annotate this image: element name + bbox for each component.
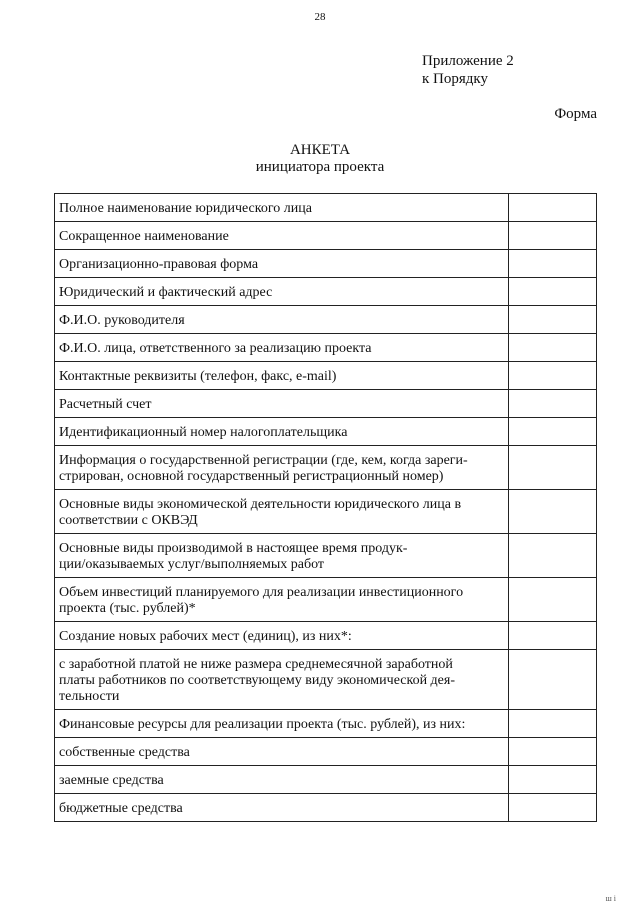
row-label: Информация о государственной регистрации (где, кем, когда зареги- стрирован, основной государственный регистрационный номер)	[55, 446, 509, 490]
table-row	[55, 490, 597, 534]
row-value-field[interactable]	[508, 250, 596, 278]
row-value-field[interactable]	[508, 490, 596, 534]
table-row	[55, 278, 597, 306]
row-value-field[interactable]	[508, 194, 596, 222]
row-label: с заработной платой не ниже размера среднемесячной заработной платы работников по соответствующему виду экономической дея- тельности	[55, 650, 509, 710]
row-value-field[interactable]	[508, 710, 596, 738]
row-label: Контактные реквизиты (телефон, факс, e-mail)	[55, 362, 509, 390]
row-label: заемные средства	[55, 766, 509, 794]
row-value-field[interactable]	[508, 578, 596, 622]
row-label: Идентификационный номер налогоплательщика	[55, 418, 509, 446]
table-row	[55, 194, 597, 222]
table-row	[55, 578, 597, 622]
row-label: бюджетные средства	[55, 794, 509, 822]
row-label: Объем инвестиций планируемого для реализации инвестиционного проекта (тыс. рублей)*	[55, 578, 509, 622]
row-value-field[interactable]	[508, 362, 596, 390]
table-row	[55, 622, 597, 650]
title-main: АНКЕТА	[289, 142, 351, 158]
row-value-field[interactable]	[508, 738, 596, 766]
table-row	[55, 250, 597, 278]
row-label: Основные виды производимой в настоящее время продук- ции/оказываемых услуг/выполняемых работ	[55, 534, 509, 578]
row-value-field[interactable]	[508, 622, 596, 650]
row-label: Сокращенное наименование	[55, 222, 509, 250]
appendix-reference	[422, 52, 514, 88]
row-value-field[interactable]	[508, 650, 596, 710]
table-row	[55, 390, 597, 418]
title-sub: инициатора проекта	[255, 159, 385, 175]
row-value-field[interactable]	[508, 534, 596, 578]
row-value-field[interactable]	[508, 278, 596, 306]
table-row	[55, 418, 597, 446]
table-row	[55, 222, 597, 250]
row-label: собственные средства	[55, 738, 509, 766]
document-title	[0, 142, 640, 176]
table-row	[55, 334, 597, 362]
table-row	[55, 306, 597, 334]
row-label: Ф.И.О. лица, ответственного за реализацию проекта	[55, 334, 509, 362]
row-value-field[interactable]	[508, 766, 596, 794]
table-row	[55, 534, 597, 578]
row-label: Юридический и фактический адрес	[55, 278, 509, 306]
table-row	[55, 794, 597, 822]
row-value-field[interactable]	[508, 222, 596, 250]
table-row	[55, 766, 597, 794]
table-row	[55, 710, 597, 738]
row-value-field[interactable]	[508, 334, 596, 362]
table-row	[55, 650, 597, 710]
row-value-field[interactable]	[508, 794, 596, 822]
questionnaire-table	[54, 193, 597, 822]
row-label: Полное наименование юридического лица	[55, 194, 509, 222]
page-number: 28	[314, 11, 326, 23]
row-label: Организационно-правовая форма	[55, 250, 509, 278]
appendix-line-1: Приложение 2	[422, 53, 514, 69]
form-label: Форма	[554, 106, 597, 122]
appendix-line-2: к Порядку	[422, 71, 488, 87]
row-value-field[interactable]	[508, 306, 596, 334]
row-value-field[interactable]	[508, 418, 596, 446]
table-row	[55, 362, 597, 390]
row-value-field[interactable]	[508, 446, 596, 490]
row-label: Расчетный счет	[55, 390, 509, 418]
footer-mark: ш і	[605, 894, 616, 903]
row-value-field[interactable]	[508, 390, 596, 418]
row-label: Ф.И.О. руководителя	[55, 306, 509, 334]
table-row	[55, 446, 597, 490]
row-label: Основные виды экономической деятельности юридического лица в соответствии с ОКВЭД	[55, 490, 509, 534]
row-label: Финансовые ресурсы для реализации проекта (тыс. рублей), из них:	[55, 710, 509, 738]
row-label: Создание новых рабочих мест (единиц), из них*:	[55, 622, 509, 650]
table-row	[55, 738, 597, 766]
